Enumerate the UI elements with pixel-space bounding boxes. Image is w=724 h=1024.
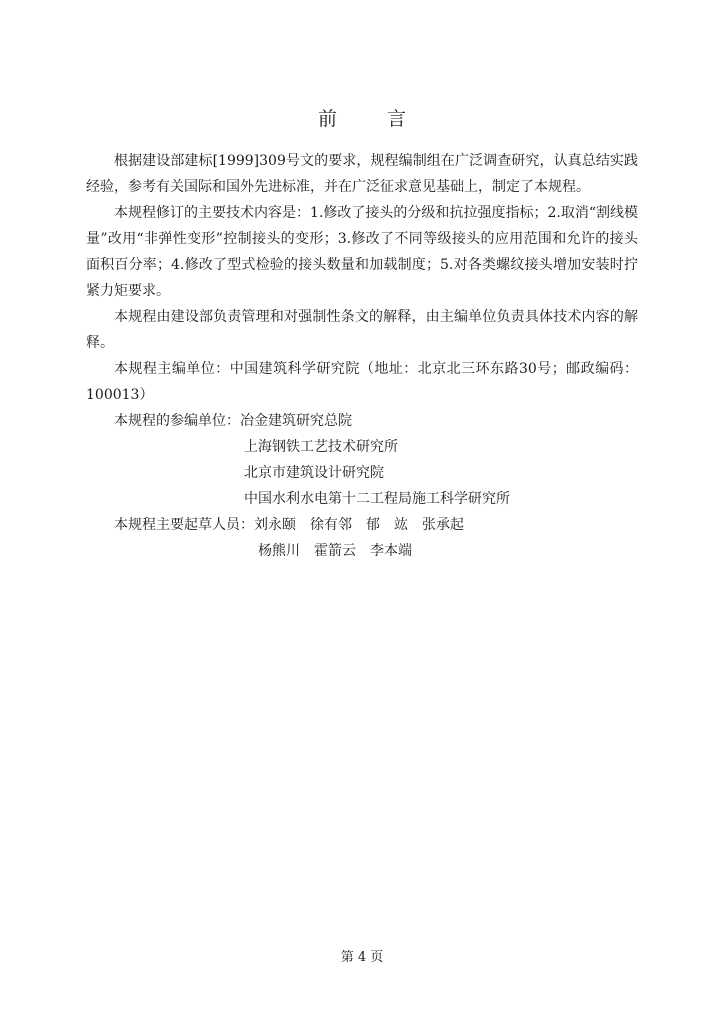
participating-unit: 上海钢铁工艺技术研究所 <box>244 439 398 455</box>
participating-unit: 北京市建筑设计研究院 <box>244 465 384 481</box>
page-title: 前 言 <box>317 108 429 130</box>
paragraph-revision-content: 本规程修订的主要技术内容是：1.修改了接头的分级和抗拉强度指标；2.取消“割线模量”改用“非弹性变形”控制接头的变形；3.修改了不同等级接头的应用范围和允许的接头面积百分率；4.修改了型式检验的接头数量和加载制度；5.对各类螺纹接头增加安装时拧紧力矩要求。 <box>86 205 638 299</box>
paragraph-chief-editor: 本规程主编单位：中国建筑科学研究院（地址：北京北三环东路30号；邮政编码：100013） <box>86 361 638 403</box>
page-number: 第 4 页 <box>340 950 384 965</box>
participating-unit: 中国水利水电第十二工程局施工科学研究所 <box>244 491 510 507</box>
drafters-names-continued: 杨熊川 霍箭云 李本端 <box>258 543 412 559</box>
document-body <box>86 148 638 564</box>
paragraph-basis: 根据建设部建标[1999]309号文的要求，规程编制组在广泛调查研究，认真总结实践经验，参考有关国际和国外先进标准，并在广泛征求意见基础上，制定了本规程。 <box>86 153 638 195</box>
drafters-first-line <box>86 512 638 538</box>
participating-units-first-line <box>86 408 638 434</box>
drafters-label: 本规程主要起草人员： <box>114 517 254 533</box>
drafters-names: 刘永颐 徐有邻 郁 竑 张承起 <box>254 517 464 533</box>
participating-unit: 冶金建筑研究总院 <box>240 413 352 429</box>
paragraph-management: 本规程由建设部负责管理和对强制性条文的解释，由主编单位负责具体技术内容的解释。 <box>86 309 638 351</box>
participating-units-label: 本规程的参编单位： <box>114 413 240 429</box>
